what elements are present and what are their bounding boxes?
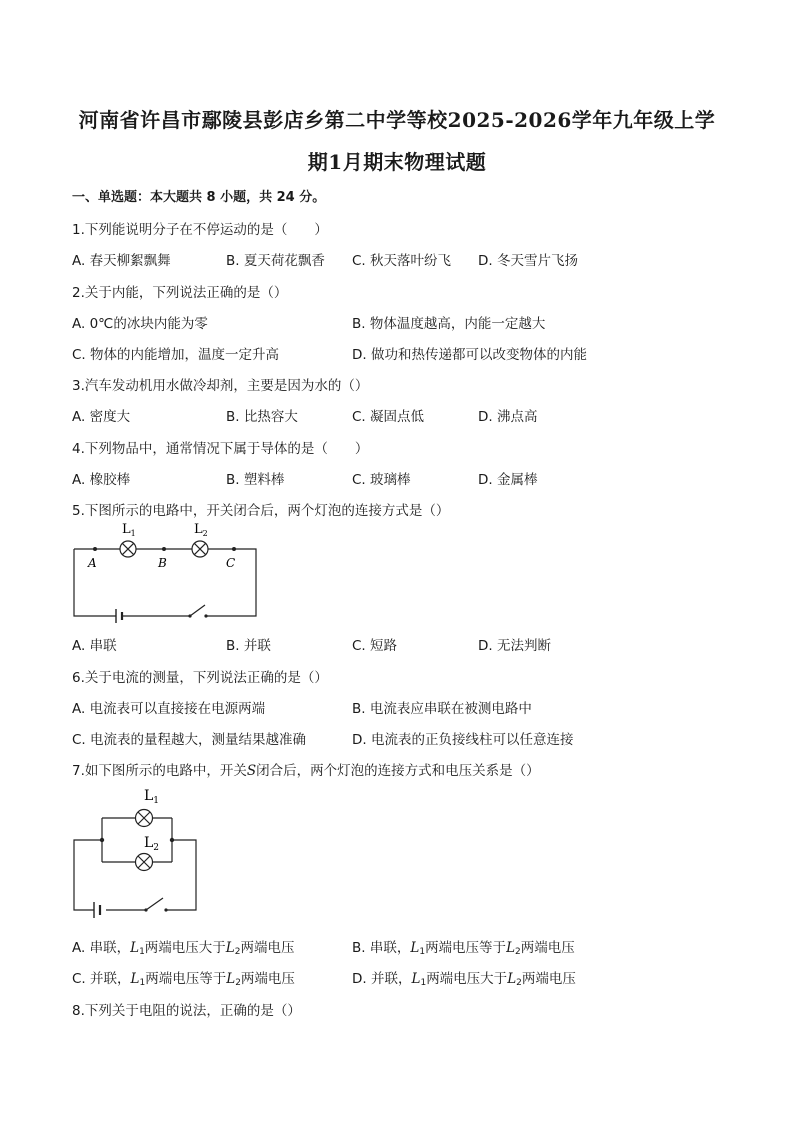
- lamp-2-label: $L_2$: [194, 522, 208, 538]
- lamp-1-label: $L_1$: [144, 788, 160, 806]
- question-3-option-a: A. 密度大: [72, 409, 131, 425]
- question-3-option-b: B. 比热容大: [226, 409, 298, 425]
- page-title-line-1: 河南省许昌市鄢陵县彭店乡第二中学等校2025-2026学年九年级上学: [78, 108, 716, 132]
- point-b-label: B: [158, 556, 167, 570]
- question-3-option-c: C. 凝固点低: [352, 409, 425, 425]
- question-7-option-d: D. 并联，$L_1$两端电压大于$L_2$两端电压: [352, 971, 576, 988]
- question-2-stem: 2.关于内能，下列说法正确的是（）: [72, 285, 288, 301]
- lamp-2-label: $L_2$: [144, 835, 160, 853]
- question-6-stem: 6.关于电流的测量，下列说法正确的是（）: [72, 670, 328, 686]
- question-5-stem: 5.下图所示的电路中，开关闭合后，两个灯泡的连接方式是（）: [72, 503, 450, 519]
- question-2-option-b: B. 物体温度越高，内能一定越大: [352, 316, 546, 332]
- question-2-option-a: A. 0℃的冰块内能为零: [72, 316, 208, 332]
- question-3-option-d: D. 沸点高: [478, 409, 538, 425]
- question-4-option-b: B. 塑料棒: [226, 472, 285, 488]
- question-7-option-c: C. 并联，$L_1$两端电压等于$L_2$两端电压: [72, 971, 295, 988]
- point-c-label: C: [226, 556, 236, 570]
- question-5-option-a: A. 串联: [72, 638, 117, 654]
- question-6-option-c: C. 电流表的量程越大，测量结果越准确: [72, 732, 307, 748]
- series-circuit-diagram: [66, 516, 266, 624]
- question-1-option-b: B. 夏天荷花飘香: [226, 253, 325, 269]
- question-8-stem: 8.下列关于电阻的说法，正确的是（）: [72, 1003, 301, 1019]
- page-title-line-2: 期1月期末物理试题: [307, 150, 487, 174]
- question-4-option-a: A. 橡胶棒: [72, 472, 131, 488]
- question-4-option-c: C. 玻璃棒: [352, 472, 411, 488]
- question-7-option-b: B. 串联，$L_1$两端电压等于$L_2$两端电压: [352, 940, 575, 957]
- question-7-option-a: A. 串联，$L_1$两端电压大于$L_2$两端电压: [72, 940, 295, 957]
- section-title: 一、单选题：本大题共 8 小题，共 24 分。: [72, 190, 326, 205]
- question-1-option-c: C. 秋天落叶纷飞: [352, 253, 452, 269]
- question-3-stem: 3.汽车发动机用水做冷却剂，主要是因为水的（）: [72, 378, 369, 394]
- question-2-option-d: D. 做功和热传递都可以改变物体的内能: [352, 347, 587, 363]
- question-7-stem: 7.如下图所示的电路中，开关S闭合后，两个灯泡的连接方式和电压关系是（）: [72, 763, 540, 779]
- question-4-option-d: D. 金属棒: [478, 472, 538, 488]
- question-6-option-d: D. 电流表的正负接线柱可以任意连接: [352, 732, 574, 748]
- point-a-label: A: [88, 556, 97, 570]
- question-5-option-c: C. 短路: [352, 638, 398, 654]
- question-6-option-a: A. 电流表可以直接接在电源两端: [72, 701, 266, 717]
- question-1-option-a: A. 春天柳絮飘舞: [72, 253, 171, 269]
- parallel-circuit-diagram: [66, 780, 206, 920]
- question-5-option-d: D. 无法判断: [478, 638, 551, 654]
- question-1-option-d: D. 冬天雪片飞扬: [478, 253, 578, 269]
- lamp-1-label: $L_1$: [122, 522, 136, 538]
- question-4-stem: 4.下列物品中，通常情况下属于导体的是（ ）: [72, 441, 369, 457]
- question-1-stem: 1.下列能说明分子在不停运动的是（ ）: [72, 222, 328, 238]
- question-5-option-b: B. 并联: [226, 638, 271, 654]
- question-6-option-b: B. 电流表应串联在被测电路中: [352, 701, 532, 717]
- question-2-option-c: C. 物体的内能增加，温度一定升高: [72, 347, 280, 363]
